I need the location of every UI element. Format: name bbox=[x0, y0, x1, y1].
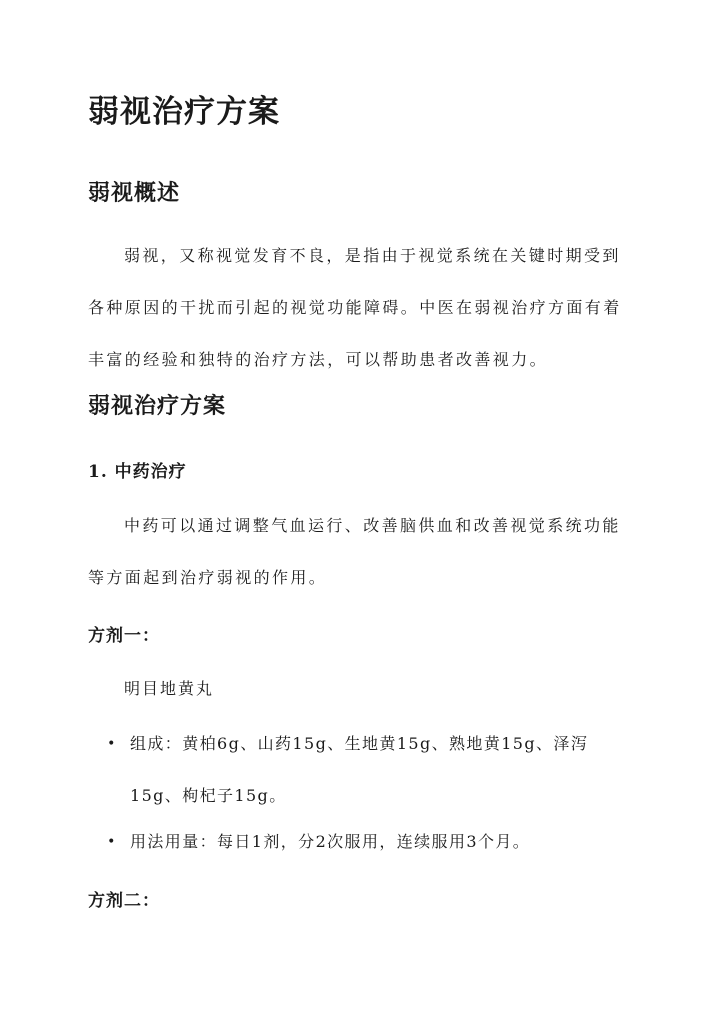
recipe-one-label: 方剂一： bbox=[88, 626, 160, 646]
subsection-heading-herbal: 1. 中药治疗 bbox=[88, 462, 187, 482]
section-heading-overview: 弱视概述 bbox=[88, 180, 181, 206]
list-item-text: 用法用量：每日1剂，分2次服用，连续服用3个月。 bbox=[130, 832, 531, 851]
list-item bbox=[106, 718, 636, 822]
bullet-dot-icon: • bbox=[107, 834, 117, 850]
list-item bbox=[106, 816, 636, 868]
bullet-dot-icon: • bbox=[107, 736, 117, 752]
document-title: 弱视治疗方案 bbox=[88, 94, 280, 130]
overview-paragraph: 弱视，又称视觉发育不良，是指由于视觉系统在关键时期受到各种原因的干扰而引起的视觉功能障碍。中医在弱视治疗方面有着丰富的经验和独特的治疗方法，可以帮助患者改善视力。 bbox=[88, 246, 622, 369]
recipe-two-label: 方剂二： bbox=[88, 891, 160, 911]
herbal-paragraph: 中药可以通过调整气血运行、改善脑供血和改善视觉系统功能等方面起到治疗弱视的作用。 bbox=[88, 516, 621, 587]
section-heading-plan: 弱视治疗方案 bbox=[88, 393, 227, 419]
list-item-text: 组成：黄柏6g、山药15g、生地黄15g、熟地黄15g、泽泻15g、枸杞子15g。 bbox=[130, 734, 589, 805]
recipe-one-name: 明目地黄丸 bbox=[124, 679, 215, 698]
